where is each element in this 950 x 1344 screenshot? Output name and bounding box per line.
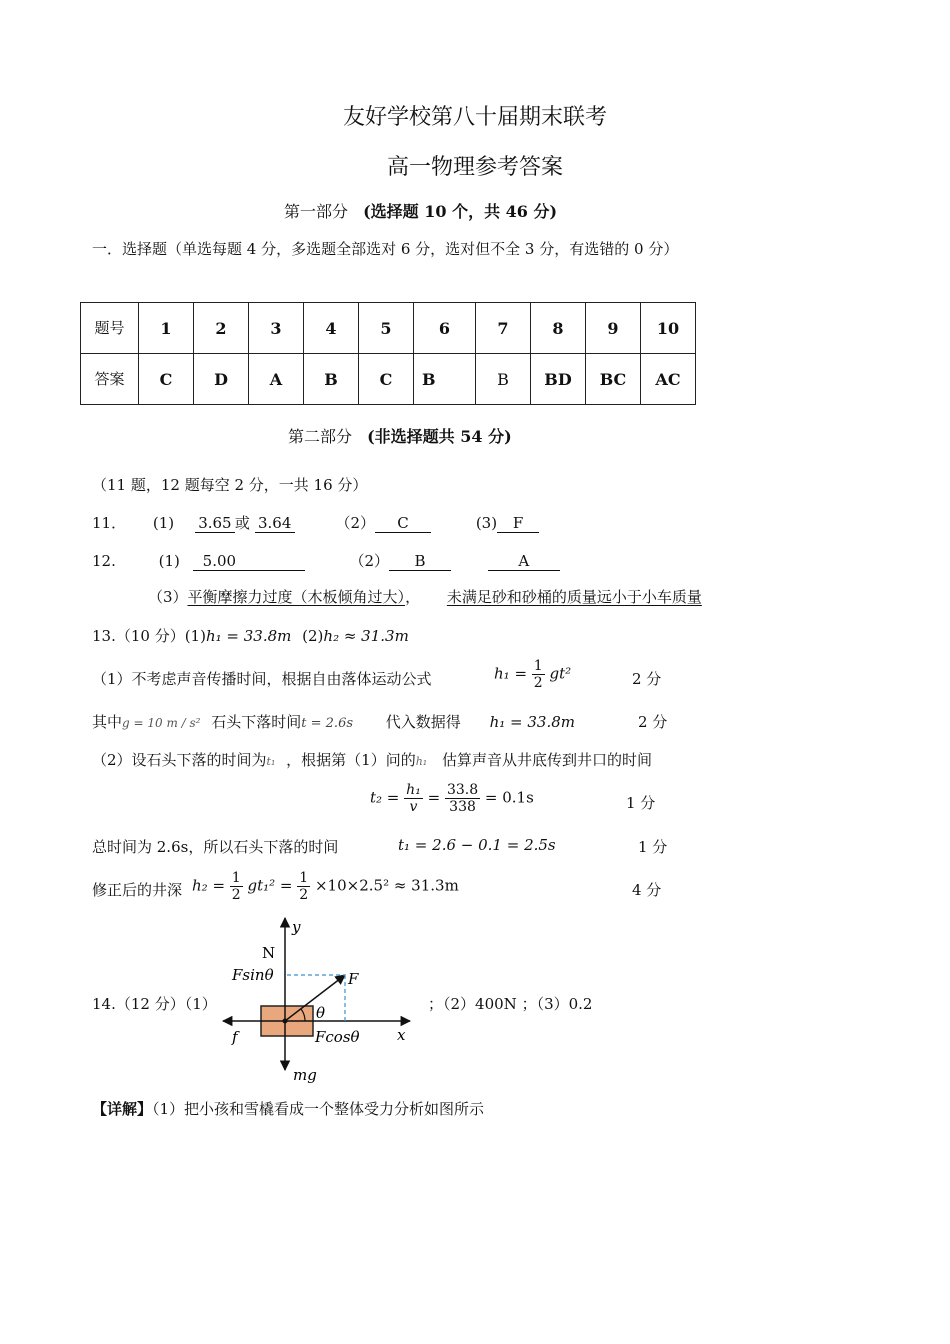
- table-cell: C: [139, 354, 194, 405]
- formula-text: ×10×2.5² ≈ 31.3m: [314, 876, 459, 895]
- fraction: [297, 870, 310, 903]
- force-f-arrow: [285, 975, 345, 1021]
- fraction: [404, 782, 423, 815]
- q11-number: 11．: [92, 514, 127, 532]
- fraction-numerator: 1: [299, 870, 309, 886]
- q12-answer1: 5.00: [193, 552, 305, 571]
- section-choice-title: 一．选择题（单选每题 4 分，多选题全部选对 6 分，选对但不全 3 分，有选错的 0 分）: [92, 240, 679, 258]
- table-cell: 7: [476, 303, 531, 354]
- formula-text: gt₁² =: [247, 876, 293, 895]
- table-row: [81, 303, 696, 354]
- fraction-numerator: 1: [231, 870, 241, 886]
- q13-h1: h₁ = 33.8m: [205, 627, 292, 645]
- formula-text: gt²: [549, 664, 572, 683]
- part2-note: （11 题，12 题每空 2 分，一共 16 分）: [92, 476, 368, 494]
- table-cell: B: [414, 354, 476, 405]
- table-cell: BD: [531, 354, 586, 405]
- q12-line2: [148, 586, 706, 607]
- label-f-force: F: [348, 970, 359, 988]
- q13-h2: h₂ ≈ 31.3m: [323, 627, 409, 645]
- origin-dot: [283, 1019, 288, 1024]
- table-cell: 6: [414, 303, 476, 354]
- q14-detail-label: 【详解】: [92, 1100, 153, 1118]
- formula-text: t₂ =: [370, 788, 400, 807]
- q13-line2-text-b: 石头下落时间: [211, 713, 302, 731]
- label-fcos: Fcosθ: [315, 1028, 360, 1046]
- q13-line3-t1: t₁: [266, 755, 276, 768]
- table-cell: C: [359, 354, 414, 405]
- label-n: N: [262, 944, 276, 962]
- q12-answer2: B: [389, 552, 451, 571]
- table-cell: 8: [531, 303, 586, 354]
- q13-line3: [92, 749, 652, 770]
- table-cell: A: [249, 354, 304, 405]
- fraction-denominator: 2: [299, 887, 309, 903]
- q13-line1-score: 2 分: [632, 670, 662, 688]
- q14-detail: [92, 1098, 484, 1119]
- label-f-friction: f: [232, 1028, 238, 1046]
- q13-head: 13.（10 分）(1): [92, 627, 206, 645]
- page-title: 友好学校第八十届期末联考: [342, 105, 607, 130]
- q13-line2-t: t = 2.6s: [301, 716, 354, 731]
- page-subtitle: 高一物理参考答案: [386, 155, 563, 180]
- q11-or: 或: [234, 514, 250, 532]
- q11-part1-label: (1): [152, 514, 175, 532]
- q13-line2: [92, 711, 575, 732]
- fraction-denominator: 338: [449, 799, 476, 815]
- label-theta: θ: [316, 1004, 326, 1022]
- fraction-numerator: 1: [533, 658, 543, 674]
- label-mg: mg: [293, 1066, 317, 1084]
- q12-answer3a: 平衡摩擦力过度（木板倾角过大）: [187, 588, 406, 606]
- table-cell: BC: [586, 354, 641, 405]
- q13-line6-formula: [192, 870, 459, 903]
- fraction: [230, 870, 243, 903]
- label-x: x: [397, 1026, 406, 1044]
- q13-part2-label: (2): [302, 627, 324, 645]
- q12-part2-label: （2）: [349, 552, 389, 570]
- answer-table: [80, 302, 696, 405]
- q13-line6-text: 修正后的井深: [92, 881, 183, 899]
- q13-line3-h1: h₁: [415, 755, 428, 768]
- table-header-answer: 答案: [81, 354, 139, 405]
- fraction: [532, 658, 545, 691]
- q11-answer2: C: [375, 514, 431, 533]
- fraction-denominator: 2: [231, 887, 241, 903]
- q12-part3-label: （3）: [148, 588, 188, 606]
- formula-text: =: [427, 788, 441, 807]
- q11-part2-label: （2）: [335, 514, 376, 532]
- q13-line3-text-b: ，根据第（1）问的: [286, 751, 416, 769]
- q13-line3-text-a: （2）设石头下落的时间为: [92, 751, 267, 769]
- fraction-numerator: 33.8: [446, 782, 479, 798]
- formula-text: h₂ =: [192, 876, 226, 895]
- table-cell: 4: [304, 303, 359, 354]
- table-cell: 2: [194, 303, 249, 354]
- q13-line2-text-a: 其中: [92, 713, 123, 731]
- q11-answer3: F: [497, 514, 539, 533]
- label-fsin: Fsinθ: [232, 966, 274, 984]
- part2-heading: [288, 424, 512, 447]
- table-cell: 3: [249, 303, 304, 354]
- label-y: y: [292, 918, 301, 936]
- q14-detail-text: （1）把小孩和雪橇看成一个整体受力分析如图所示: [152, 1100, 485, 1118]
- q11-line: [92, 512, 539, 533]
- table-cell: 1: [139, 303, 194, 354]
- q13-line1-formula: [494, 658, 571, 691]
- fraction: [445, 782, 480, 815]
- table-cell: AC: [641, 354, 696, 405]
- fraction-numerator: h₁: [406, 782, 421, 798]
- part1-heading-note: (选择题 10 个，共 46 分): [363, 202, 558, 221]
- formula-text: h₁ =: [494, 664, 528, 683]
- fraction-denominator: 2: [533, 675, 543, 691]
- q12-answer3b: 未满足砂和砂桶的质量远小于小车质量: [446, 588, 702, 606]
- q13-line1-text: （1）不考虑声音传播时间，根据自由落体运动公式: [92, 670, 432, 688]
- q13-line2-g: g = 10 m / s²: [122, 716, 201, 730]
- q13-line5-score: 1 分: [638, 838, 668, 856]
- q11-answer1b: 3.64: [255, 514, 295, 533]
- force-diagram: [215, 912, 415, 1088]
- q11-part3-label: (3): [475, 514, 498, 532]
- q13-line4-score: 1 分: [626, 794, 656, 812]
- q11-answer1a: 3.65: [195, 514, 235, 533]
- table-cell: 9: [586, 303, 641, 354]
- table-cell: 5: [359, 303, 414, 354]
- part2-heading-text: 第二部分: [288, 427, 353, 446]
- q12-sep: ，: [405, 588, 421, 606]
- q13-line2-text-c: 代入数据得: [385, 713, 461, 731]
- fraction-denominator: v: [409, 799, 418, 815]
- part1-heading: [284, 199, 557, 222]
- q12-answer2b: A: [488, 552, 560, 571]
- table-cell: B: [304, 354, 359, 405]
- q13-line5-text: 总时间为 2.6s，所以石头下落的时间: [92, 838, 339, 856]
- q13-line5-formula: t₁ = 2.6 − 0.1 = 2.5s: [398, 836, 556, 854]
- q14-rest: ；（2）400N ；（3）0.2: [428, 995, 593, 1013]
- part1-heading-text: 第一部分: [284, 202, 349, 221]
- q13-line3-text-c: 估算声音从井底传到井口的时间: [442, 751, 653, 769]
- table-cell: B: [476, 354, 531, 405]
- table-cell: D: [194, 354, 249, 405]
- q13-header: [92, 625, 409, 646]
- q13-line4-formula: [370, 782, 534, 815]
- q13-line2-score: 2 分: [638, 713, 668, 731]
- q12-line1: [92, 550, 560, 571]
- q12-part1-label: (1): [158, 552, 180, 570]
- q12-number: 12.: [92, 552, 116, 570]
- formula-text: = 0.1s: [484, 788, 534, 807]
- table-row: [81, 354, 696, 405]
- q14-head: 14.（12 分）（1）: [92, 995, 217, 1013]
- q13-line2-h: h₁ = 33.8m: [489, 713, 575, 731]
- part2-heading-note: (非选择题共 54 分): [367, 427, 512, 446]
- table-cell: 10: [641, 303, 696, 354]
- table-header-number: 题号: [81, 303, 139, 354]
- q13-line6-score: 4 分: [632, 881, 662, 899]
